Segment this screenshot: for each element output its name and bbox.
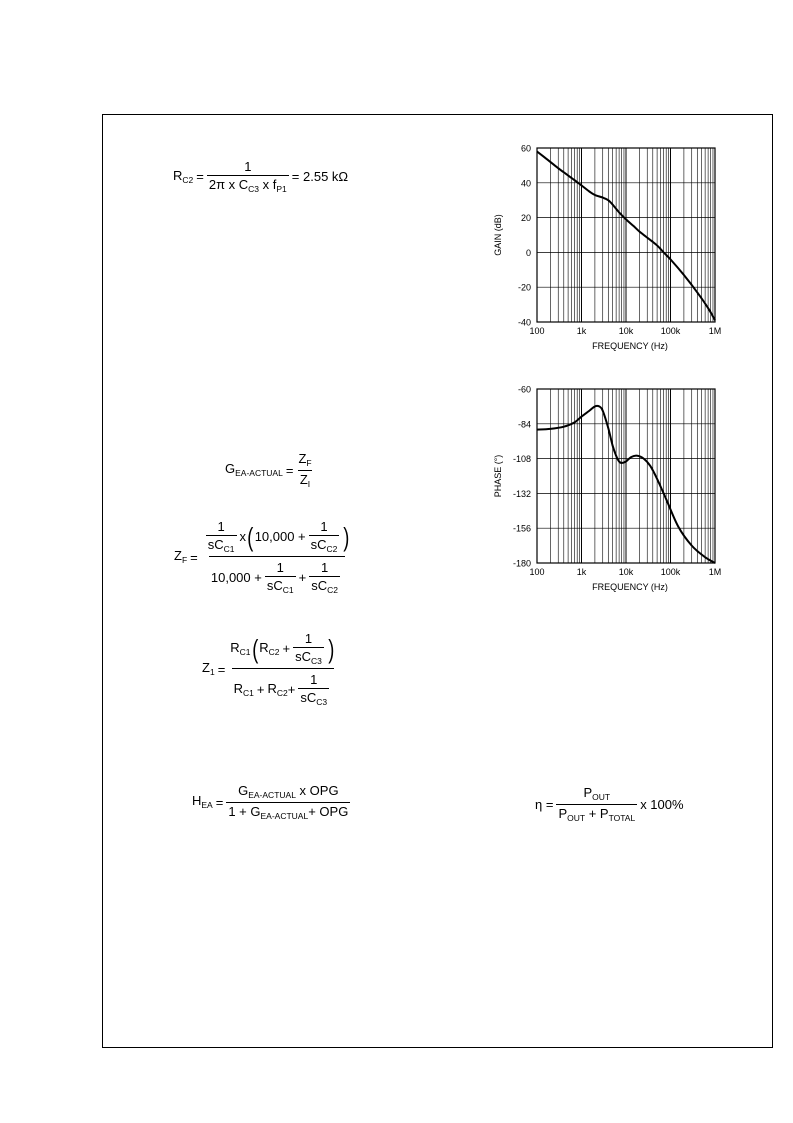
y-axis-label: PHASE (°) <box>493 454 503 498</box>
y-tick-label: -180 <box>512 558 531 569</box>
grid <box>537 389 715 563</box>
y-tick-label: -84 <box>517 419 531 430</box>
x-tick-label: 1M <box>708 326 722 336</box>
x-tick-label: 1k <box>576 326 587 336</box>
grid <box>537 148 715 322</box>
y-tick-label: -40 <box>517 317 531 328</box>
y-tick-label: 0 <box>525 247 531 258</box>
equation-gea: $G_{EA-ACTUAL}$ = $\frac{Z_F}{Z_I}$ <box>225 451 312 489</box>
equation-z1: $Z_1$ = $R_{C1}$ ( $R_{C2}$ + $\frac{1}{sC_{C3}}$ ) $R_{C1}$ + $R_{C2}$ + $\frac{1}{sC_{C3}}$ <box>202 631 335 707</box>
gain-chart <box>480 140 740 365</box>
y-tick-label: 40 <box>520 178 531 189</box>
x-tick-label: 100k <box>660 567 681 577</box>
y-tick-label: -156 <box>512 523 531 534</box>
x-axis-label: FREQUENCY (Hz) <box>592 582 668 592</box>
x-tick-label: 1M <box>708 567 722 577</box>
x-tick-label: 10k <box>618 567 634 577</box>
equation-rc2: $R_{C2}$ = $\frac{1}{2\pi x C_{C3} x f_{P1}}$ = 2.55 kΩ <box>173 159 349 194</box>
y-tick-label: -60 <box>517 384 531 395</box>
x-axis-label: FREQUENCY (Hz) <box>592 341 668 351</box>
equation-zf: $Z_F$ = $\frac{1}{sC_{C1}}$ x ( 10,000 + $\frac{1}{sC_{C2}}$ ) 10,000 + $\frac{1}{sC_{C1}}$ + $\frac{1}{sC_{C2}}$ <box>174 519 350 595</box>
x-tick-label: 100 <box>529 567 545 577</box>
equation-hea: $H_{EA}$ = $\frac{G_{EA-ACTUAL} x OPG}{1 + G_{EA-ACTUAL}+ OPG}$ <box>192 783 349 821</box>
x-tick-label: 100k <box>660 326 681 336</box>
y-tick-label: 60 <box>520 143 531 154</box>
equation-efficiency: η = $\frac{P_{OUT}}{P_{OUT} + P_{TOTAL}}$ x 100% <box>535 785 684 823</box>
y-axis-label: GAIN (dB) <box>493 214 503 256</box>
x-tick-label: 100 <box>529 326 545 336</box>
y-tick-label: -108 <box>512 454 531 465</box>
y-tick-label: 20 <box>520 213 531 224</box>
x-tick-label: 10k <box>618 326 634 336</box>
phase-chart <box>480 381 740 606</box>
y-tick-label: -132 <box>512 488 531 499</box>
x-tick-label: 1k <box>576 567 587 577</box>
y-tick-label: -20 <box>517 282 531 293</box>
